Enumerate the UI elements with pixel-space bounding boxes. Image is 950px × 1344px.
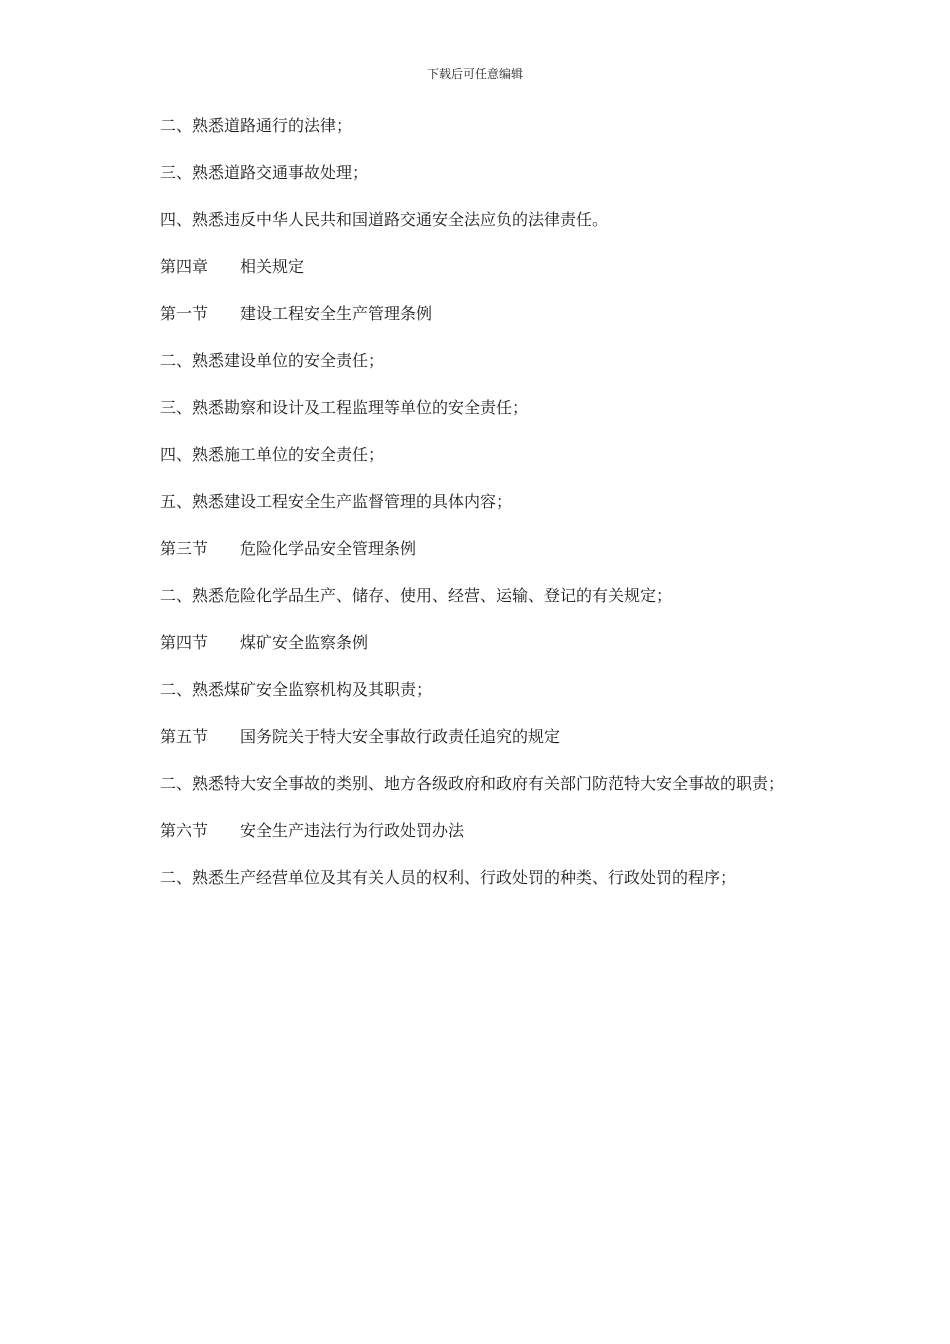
chapter-heading: [124, 255, 824, 278]
paragraph: 二、熟悉特大安全事故的类别、地方各级政府和政府有关部门防范特大安全事故的职责；: [160, 774, 785, 793]
section-number: 第四节: [160, 633, 209, 652]
section-number: 第六节: [160, 821, 209, 840]
section-title: 危险化学品安全管理条例: [240, 539, 417, 558]
section-number: 第五节: [160, 727, 209, 746]
section-title: 国务院关于特大安全事故行政责任追究的规定: [240, 727, 561, 746]
page-header: 下载后可任意编辑: [426, 67, 523, 81]
section-title: 煤矿安全监察条例: [240, 633, 369, 652]
section-title: 建设工程安全生产管理条例: [240, 304, 433, 323]
section-title: 安全生产违法行为行政处罚办法: [240, 821, 465, 840]
section-heading: [124, 819, 824, 842]
paragraph: 二、熟悉道路通行的法律；: [160, 116, 353, 135]
chapter-number: 第四章: [160, 257, 209, 276]
paragraph: 三、熟悉道路交通事故处理；: [160, 163, 369, 182]
chapter-title: 相关规定: [240, 257, 305, 276]
paragraph: 四、熟悉违反中华人民共和国道路交通安全法应负的法律责任。: [160, 210, 609, 229]
section-heading: [124, 302, 824, 325]
document-body: [124, 114, 824, 913]
paragraph: 四、熟悉施工单位的安全责任；: [160, 445, 385, 464]
paragraph: 五、熟悉建设工程安全生产监督管理的具体内容；: [160, 492, 513, 511]
paragraph: 三、熟悉勘察和设计及工程监理等单位的安全责任；: [160, 398, 529, 417]
paragraph: 二、熟悉建设单位的安全责任；: [160, 351, 385, 370]
section-heading: [124, 537, 824, 560]
section-heading: [124, 725, 824, 748]
section-number: 第三节: [160, 539, 209, 558]
paragraph: 二、熟悉煤矿安全监察机构及其职责；: [160, 680, 433, 699]
paragraph: 二、熟悉危险化学品生产、储存、使用、经营、运输、登记的有关规定；: [160, 586, 673, 605]
section-number: 第一节: [160, 304, 209, 323]
paragraph: 二、熟悉生产经营单位及其有关人员的权利、行政处罚的种类、行政处罚的程序；: [160, 868, 737, 887]
section-heading: [124, 631, 824, 654]
